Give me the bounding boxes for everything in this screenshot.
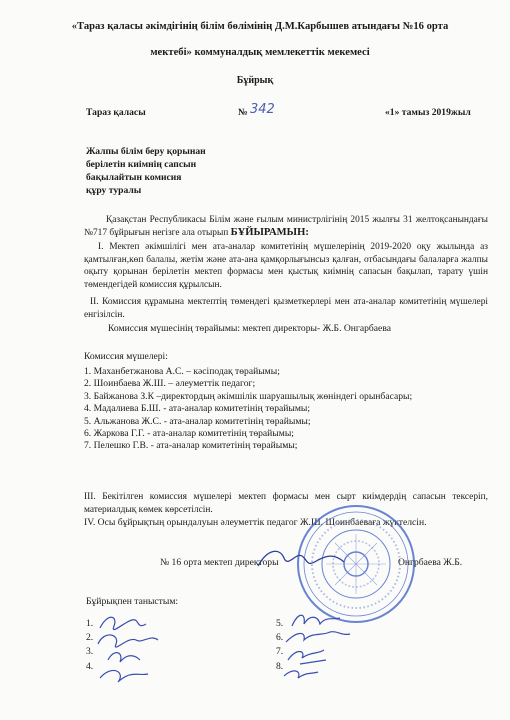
clause-2: II. Комиссия құрамына мектептің төмендегі қызметкерлері мен ата-аналар комитетінің мүшелері енгізілсін. — [84, 297, 488, 320]
acquainted-title: Бұйрықпен таныстым: — [86, 596, 179, 607]
city: Тараз қаласы — [86, 107, 146, 118]
org-header-line2: мектебі» коммуналдық мемлекеттік мекемесі — [150, 47, 370, 58]
list-item: 7. Пелешко Г.В. - ата-аналар комитетінің төрайымы; — [84, 440, 298, 452]
signature-8 — [284, 671, 318, 678]
list-item: 5. — [276, 618, 284, 629]
preamble-text: Қазақстан Республикасы Білім және ғылым министрлігінің 2015 жылғы 31 желтоқсанындағы №717 бұйрығын негізге ала отырып — [84, 215, 488, 238]
list-item: 2. Шоинбаева Ж.Ш. – әлеуметтік педагог; — [84, 378, 256, 390]
org-header-line1: «Тараз қаласы әкімдігінің білім бөлімінің Д.М.Карбышев атындағы №16 орта — [71, 21, 449, 32]
list-item: 8. — [276, 660, 284, 672]
subject-line-2: берілетін киімнің сапсын — [86, 159, 197, 170]
clause-3: III. Бекітілген комиссия мүшелері мектеп формасы мен сырт киімдердің сапасын тексеріп, материалдық көмек көрсетілсін. — [84, 492, 488, 515]
members-title: Комиссия мүшелері: — [84, 351, 168, 362]
commission-chair: Комиссия мүшесінің төрайымы: мектеп директоры- Ж.Б. Онгарбаева — [108, 323, 391, 334]
document-type: Бұйрық — [236, 75, 274, 86]
list-item: 6. Жаркова Г.Г. - ата-аналар комитетінің төрайымы; — [84, 428, 294, 440]
list-item: 2. — [86, 632, 94, 644]
subject-line-3: бақылайтын комисия — [86, 172, 182, 183]
list-item: 1. — [86, 618, 94, 629]
signature-3 — [108, 653, 140, 662]
clause-1: I. Мектеп әкімшілігі мен ата-аналар комитетінің мүшелерінің 2019-2020 оқу жылында аз қамтылған,көп балалы, жетім және ата-ана қамқорлығынсыз қалған, отбасындағы балаларға жалпы оқыту қорынан берілетін мектеп формасы мен қыстық киімнің сапасын бақылап, тарату үшін төмендегідей комиссия құрылсын. — [84, 242, 488, 290]
signature-1 — [100, 617, 146, 629]
signature-4 — [100, 670, 148, 682]
subject-line-4: құру туралы — [86, 185, 142, 196]
list-item: 3. Байжанова З.К –директордың әкімшілік шаруашылық жөніндегі орынбасары; — [84, 390, 413, 402]
signature-5 — [292, 615, 340, 626]
order-word: БҰЙЫРАМЫН: — [230, 226, 309, 238]
signature-6 — [286, 632, 350, 642]
signature-2 — [98, 635, 158, 647]
list-item: 5. Альжанова Ж.С. - ата-аналар комитетінің төрайымы; — [84, 415, 311, 427]
order-date: «1» тамыз 2019жыл — [385, 107, 471, 118]
list-item: 4. Мадалиева Б.Ш. - ата-аналар комитетінің төрайымы; — [84, 403, 311, 415]
clause-4: IV. Осы бұйрықтың орындалуын әлеуметтік педагог Ж.Ш. Шоинбаеваға жүктелсін. — [84, 517, 427, 528]
list-item: 4. — [86, 660, 94, 672]
signature-7 — [288, 650, 326, 664]
subject-line-1: Жалпы білім беру қорынан — [86, 146, 206, 157]
order-number-handwritten: 342 — [250, 102, 275, 117]
list-item: 1. Маханбетжанова А.С. – кәсіподақ төрайымы; — [84, 366, 280, 377]
list-item: 6. — [276, 632, 284, 644]
director-position: № 16 орта мектеп директоры — [160, 557, 279, 568]
order-number-label: № — [238, 107, 248, 118]
list-item: 7. — [276, 646, 284, 658]
director-name: Онгрбаева Ж.Б. — [398, 557, 463, 568]
list-item: 3. — [86, 646, 94, 658]
